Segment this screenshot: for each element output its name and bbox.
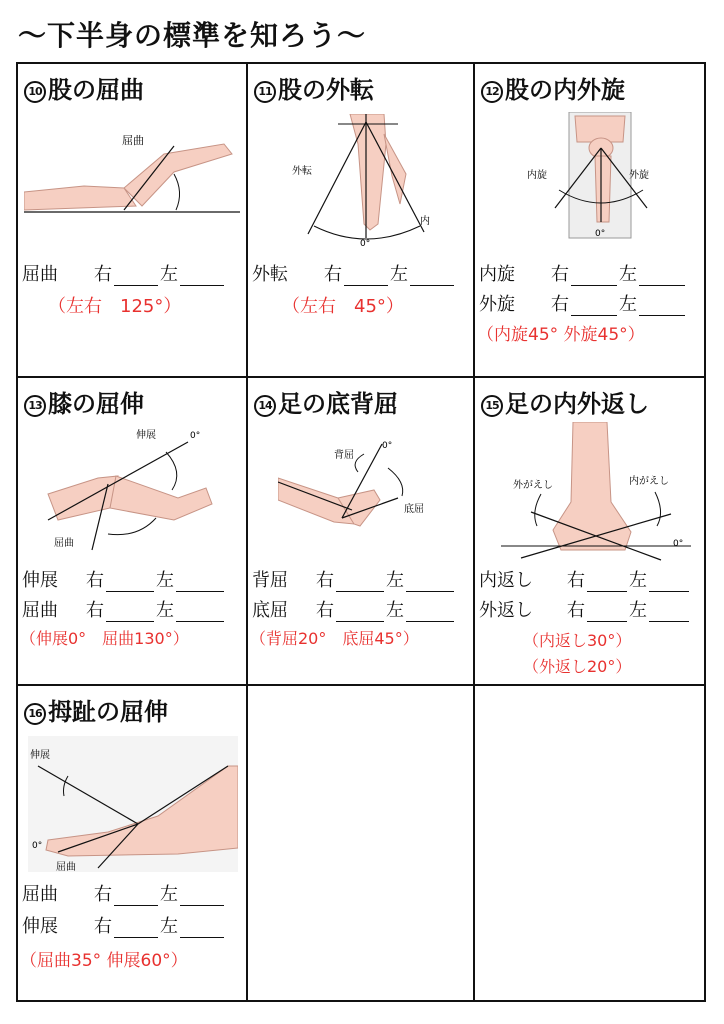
right-blank[interactable]: [587, 604, 627, 622]
measure-row: [252, 596, 456, 622]
right-label: 右: [324, 264, 342, 285]
left-blank[interactable]: [406, 604, 454, 622]
illustration-label: 0°: [32, 841, 43, 851]
reference-value: （背屈20° 底屈45°）: [250, 629, 419, 648]
cell-number: 15: [481, 395, 503, 417]
right-label: 右: [551, 294, 569, 315]
measure-row: [479, 596, 691, 622]
left-blank[interactable]: [649, 604, 689, 622]
row-label: 屈曲: [22, 264, 58, 285]
cell-hip-flexion: [18, 64, 246, 376]
illustration-label: 0°: [382, 441, 393, 451]
measure-row: [22, 596, 226, 622]
cell-hip-rotation: [475, 64, 708, 376]
left-blank[interactable]: [410, 268, 454, 286]
measure-row: [479, 290, 687, 316]
cell-title-text: 股の内外旋: [505, 76, 625, 104]
right-blank[interactable]: [106, 574, 154, 592]
left-label: 左: [160, 264, 178, 285]
measure-row: [252, 566, 456, 592]
illustration-label: 0°: [190, 431, 201, 441]
right-blank[interactable]: [114, 888, 158, 906]
row-label: 屈曲: [22, 600, 58, 621]
foot-inversion-illustration: [501, 422, 691, 562]
cell-title-text: 股の屈曲: [48, 76, 144, 104]
cell-number: 16: [24, 703, 46, 725]
measure-row: [22, 912, 226, 938]
right-label: 右: [94, 916, 112, 937]
left-label: 左: [160, 884, 178, 905]
ankle-flexion-illustration: [278, 438, 448, 538]
left-label: 左: [629, 600, 647, 621]
illustration-label: 内がえし: [629, 476, 669, 487]
cell-title-text: 股の外転: [278, 76, 374, 104]
row-label: 背屈: [252, 570, 288, 591]
left-label: 左: [156, 600, 174, 621]
left-label: 左: [386, 600, 404, 621]
left-blank[interactable]: [180, 268, 224, 286]
row-label: 外返し: [479, 600, 533, 621]
measure-row: [22, 880, 226, 906]
cell-number: 12: [481, 81, 503, 103]
illustration-label: 伸展: [30, 750, 50, 761]
page-title: ～下半身の標準を知ろう～: [18, 19, 367, 52]
reference-value: （内旋45° 外旋45°）: [477, 325, 645, 345]
cell-title: [254, 384, 398, 419]
cell-hip-abduction: [248, 64, 473, 376]
left-blank[interactable]: [406, 574, 454, 592]
illustration-label: 背屈: [334, 450, 354, 461]
left-label: 左: [160, 916, 178, 937]
right-blank[interactable]: [587, 574, 627, 592]
illustration-label: 屈曲: [122, 134, 144, 147]
illustration-label: 0°: [673, 539, 684, 549]
illustration-label: 屈曲: [54, 538, 74, 549]
hip-rotation-illustration: [525, 112, 655, 242]
right-label: 右: [86, 600, 104, 621]
left-label: 左: [156, 570, 174, 591]
illustration-label: 伸展: [136, 430, 156, 441]
cell-title: [24, 692, 168, 727]
toe-flexion-illustration: [28, 736, 238, 872]
right-blank[interactable]: [336, 604, 384, 622]
reference-value: （伸展0° 屈曲130°）: [20, 629, 189, 648]
right-blank[interactable]: [344, 268, 388, 286]
left-blank[interactable]: [176, 574, 224, 592]
cell-title: [481, 70, 625, 105]
cell-ankle-flexion: [248, 378, 473, 684]
measure-row: [22, 566, 226, 592]
cell-title-text: 膝の屈伸: [48, 390, 144, 418]
left-label: 左: [629, 570, 647, 591]
cell-title-text: 足の底背屈: [278, 390, 398, 418]
cell-title-text: 拇趾の屈伸: [48, 698, 168, 726]
left-blank[interactable]: [649, 574, 689, 592]
right-label: 右: [86, 570, 104, 591]
knee-flexion-illustration: [38, 424, 228, 554]
cell-title: [24, 70, 144, 105]
reference-value: （左右 45°）: [282, 296, 404, 317]
right-label: 右: [567, 570, 585, 591]
hip-flexion-illustration: [24, 114, 240, 244]
illustration-label: 0°: [360, 239, 371, 246]
illustration-label: 0°: [595, 229, 606, 239]
right-label: 右: [567, 600, 585, 621]
illustration-label: 内旋: [527, 170, 547, 181]
empty-cell: [475, 686, 708, 1002]
hip-abduction-illustration: [288, 114, 438, 246]
right-label: 右: [316, 570, 334, 591]
measure-row: [479, 566, 691, 592]
reference-value: （左右 125°）: [48, 296, 182, 317]
left-label: 左: [619, 294, 637, 315]
right-label: 右: [316, 600, 334, 621]
right-blank[interactable]: [106, 604, 154, 622]
row-label: 伸展: [22, 916, 58, 937]
cell-toe-flexion: [18, 686, 246, 1002]
cell-number: 13: [24, 395, 46, 417]
right-blank[interactable]: [571, 298, 617, 316]
reference-value: （内返し30°）: [523, 631, 632, 650]
cell-number: 14: [254, 395, 276, 417]
cell-number: 10: [24, 81, 46, 103]
cell-title-text: 足の内外返し: [505, 390, 649, 418]
reference-value: （屈曲35° 伸展60°）: [20, 951, 188, 971]
left-blank[interactable]: [180, 888, 224, 906]
cell-title: [254, 70, 374, 105]
left-label: 左: [390, 264, 408, 285]
left-blank[interactable]: [639, 298, 685, 316]
row-label: 外転: [252, 264, 288, 285]
measure-row: [479, 260, 687, 286]
left-blank[interactable]: [180, 920, 224, 938]
right-label: 右: [94, 264, 112, 285]
right-blank[interactable]: [571, 268, 617, 286]
row-label: 屈曲: [22, 884, 58, 905]
left-blank[interactable]: [176, 604, 224, 622]
cell-title: [481, 384, 649, 419]
measure-row: [252, 260, 456, 286]
cell-number: 11: [254, 81, 276, 103]
measure-row: [22, 260, 226, 286]
illustration-label: 外旋: [629, 170, 649, 181]
right-blank[interactable]: [114, 268, 158, 286]
row-label: 内返し: [479, 570, 533, 591]
illustration-label: 外転: [292, 166, 312, 177]
illustration-label: 底屈: [404, 504, 424, 515]
left-label: 左: [619, 264, 637, 285]
reference-value: （外返し20°）: [523, 657, 632, 676]
right-blank[interactable]: [336, 574, 384, 592]
right-blank[interactable]: [114, 920, 158, 938]
left-label: 左: [386, 570, 404, 591]
right-label: 右: [551, 264, 569, 285]
cell-foot-inversion: [475, 378, 708, 684]
illustration-label: 屈曲: [56, 862, 76, 872]
row-label: 外旋: [479, 294, 515, 315]
cell-knee-flexion: [18, 378, 246, 684]
empty-cell: [248, 686, 473, 1002]
row-label: 底屈: [252, 600, 288, 621]
right-label: 右: [94, 884, 112, 905]
rom-table: [16, 62, 706, 1002]
cell-title: [24, 384, 144, 419]
row-label: 伸展: [22, 570, 58, 591]
left-blank[interactable]: [639, 268, 685, 286]
row-label: 内旋: [479, 264, 515, 285]
illustration-label: 外がえし: [513, 480, 553, 491]
illustration-label: 内: [420, 216, 430, 227]
